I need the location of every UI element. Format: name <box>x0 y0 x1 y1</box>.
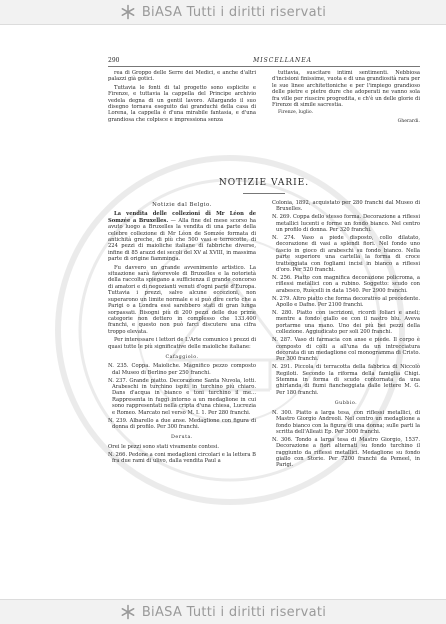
list-item: N. 287. Vaso di farmacia con anse e piede. Il corpo è composto di colli a all'una da un intrecciatura decorata di un medaglione col monogramma di Cristo. Per 300 franchi. <box>272 337 420 363</box>
list-item: Colonia, 1892, acquistato per 280 franchi dal Museo di Bruxelles. <box>272 200 420 213</box>
divider <box>243 193 285 194</box>
watermark-banner-bottom <box>0 599 446 624</box>
watermark-banner-top <box>0 0 446 25</box>
category-heading: Cafaggiolo. <box>165 354 199 360</box>
paragraph: Tuttavia le fonti di tal progetto sono esplicite e Firenze, e tuttavia la cappella del Principe archivio vedela degna di un gentil lavoro. Allargando il suo disegno tornava eseguito dai granduchi della casa di Lorena, la cappella è d'una mirabile fantasia, e d'una grandiosa che colpisce e impressiona senza <box>108 84 256 123</box>
list-item: Orei le pezzi sono stati vivamente contesi. <box>108 443 220 450</box>
category-heading: Gubbio. <box>334 401 358 407</box>
column-subheading: Notizie dal Belgio. <box>152 202 212 208</box>
list-item: N. 235. Coppa. Maioliche. Magnifico pezzo composto dal Museo di Berlino per 250 franchi. <box>108 363 256 376</box>
page-number: 290 <box>108 57 120 64</box>
list-item: N. 300. Piatto a larga tesa, con riflessi metallici, di Mastro Giorgio Andreoli. Nel centro un medaglione a fondo bianco con la figura di una donna; sulle parti la scritta dell'Alleati Ep. Per 3000 franchi. <box>272 409 420 435</box>
running-title: MISCELLANEA <box>253 57 312 64</box>
list-item: N. 239. Albarello a due anse. Medaglione con figura di donna di profilo. Per 300 franchi. <box>108 417 256 430</box>
list-item: N. 274. Vaso a piede disposto, collo dilatato, decorazione di vasi a splendi fiori. Nel fondo uno fascio in gioco di arabeschi su fondo bianco. Nella parte superiore una cartella la forma di croce tratteggiata con fogliami incisi in bianco a riflessi d'oro. Per 520 franchi. <box>272 235 420 274</box>
banner-text: BiASA Tutti i diritti riservati <box>141 604 327 620</box>
list-item: N. 269. Coppa dello stesso forma. Decorazione a riflessi metallici lucenti e forme un fondo bianco. Nel centro un profilo di donna. Per 320 franchi. <box>272 214 420 234</box>
list-item: N. 280. Piatto con iscrizioni, ricordi foliari e aneli; mentre a fondo giallo ee con il nastro blu. Aveva portarme una mano. Uno dei più bei pezzi della collezione. Aggiudicato per soli 200 franchi. <box>272 310 420 336</box>
list-item: N. 279. Altro piatto che forma decorativo al precedente. Apollo e Dafne. Per 2100 franchi. <box>272 295 420 309</box>
running-header <box>108 58 420 67</box>
asterisk-logo-icon <box>120 604 136 620</box>
top-right-column <box>272 70 420 125</box>
lead-text: — Alla fine del mese scorso ha avuto luogo a Bruxelles la vendita di una parte della celebre collezione di Mr Léon de Somzée formata di antichità greche, di più che 500 vasi e terrecotte, di 224 pezzi di maioliche italiane di fabbriche diverse, infine di 85 arazzi dei secoli del XV al XVIII, in massima parte di origine fiamminga. <box>108 217 257 263</box>
paragraph: tuttavia, suscitare intimi sentimenti. Nebbiosa d'incisioni finissime, vuota e di una grandiosità rara per le sue linee architettoniche e per l'impiego grandioso delle pietre e pietre dure che adoperati ne vanno sola fra ville per riuscire progredita, e ch'è un delle glorie di Firenze di simile sacrestia. <box>272 70 420 109</box>
list-item: N. 266. Pedone a coni medaglioni circolari e la lettera B fra due rami di ulivo, dalla vendita Paul a <box>108 451 256 465</box>
list-item: N. 291. Piccola di terracotta della fabbrica di Niccolò Regiloti. Secondo la riforma della famiglia Chigi. Stemma in forma di scudo contornata da una ghirlanda di fiumi fiancheggiata dalle lettere M. G. Per 180 franchi. <box>272 364 420 396</box>
list-item: N. 306. Tondo a larga tesa di Mastro Giorgio, 1537. Decorazione a fiori alternati su fondo turchino il raggiunto da riflessi metallici. Medaglione su fondo giallo con Storie. Per 7200 franchi da Pemeel, in Parigi. <box>272 436 420 469</box>
main-columns <box>108 200 420 470</box>
main-left-column <box>108 200 256 470</box>
list-item: N. 237. Grande piatto. Decorazione Santa Nuvola, lotti. Arabeschi in turchino ispiti in turchino più chiaro. Dans d'acqua in bianco e toni turchino il me... Rappresenta in fuggi intorno a un medaglione in cui sono rappresentati nella cripta d'una chiesa, Lucrezia e Romeo. Marcato nel verso M. I. 1. Per 280 franchi. <box>108 377 256 416</box>
paragraph: Per interessare i lettori de L'Arte comunico i prezzi di quasi tutte le più significative delle maioliche italiane: <box>108 337 256 350</box>
list-item: N. 256. Piatto con magnifica decorazione policroma, a riflessi metallici con a rubino. Soggetto: scudo con arabesco, Ruscelli in data 1540. Per 2900 franchi. <box>272 274 420 294</box>
section-title: NOTIZIE VARIE. <box>218 178 310 188</box>
category-heading: Deruta. <box>171 435 193 441</box>
top-left-column <box>108 70 256 125</box>
lead-paragraph <box>108 211 256 262</box>
paragraph: rea di Groppo delle Serre dei Medici, e anche d'altri palazzi già gotici. <box>108 70 256 83</box>
document-page <box>108 28 420 596</box>
top-columns <box>108 70 420 125</box>
article-heading: La vendita delle collezioni di Mr Léon de Somzée a Bruxelles. <box>108 211 256 224</box>
asterisk-logo-icon <box>120 4 136 20</box>
dateline: Firenze, luglio. <box>278 110 314 116</box>
banner-text: BiASA Tutti i diritti riservati <box>141 4 327 20</box>
main-right-column <box>272 200 420 470</box>
paragraph: Fu davvero un grande avvenimento artistico. La situazione sarà favorevole di Bruxelles e la notorietà della raccolta spiegano a sufficienza il grande concorso di amatori e di negozianti venuti d'ogni parte d'Europa. Tuttavia i prezzi, salvo alcune eccezioni, non superarono un limite normale e si può dire certo che a Parigi o a Londra essi sarebbero stati di gran lunga sorpassati. Bisogni più di 200 pezzi delle due prime categorie non dettero in complesso che 133.400 franchi, e questo non può farci discutere una cifra troppo elevata. <box>108 264 256 335</box>
author-signature: Gherardi. <box>397 118 420 124</box>
